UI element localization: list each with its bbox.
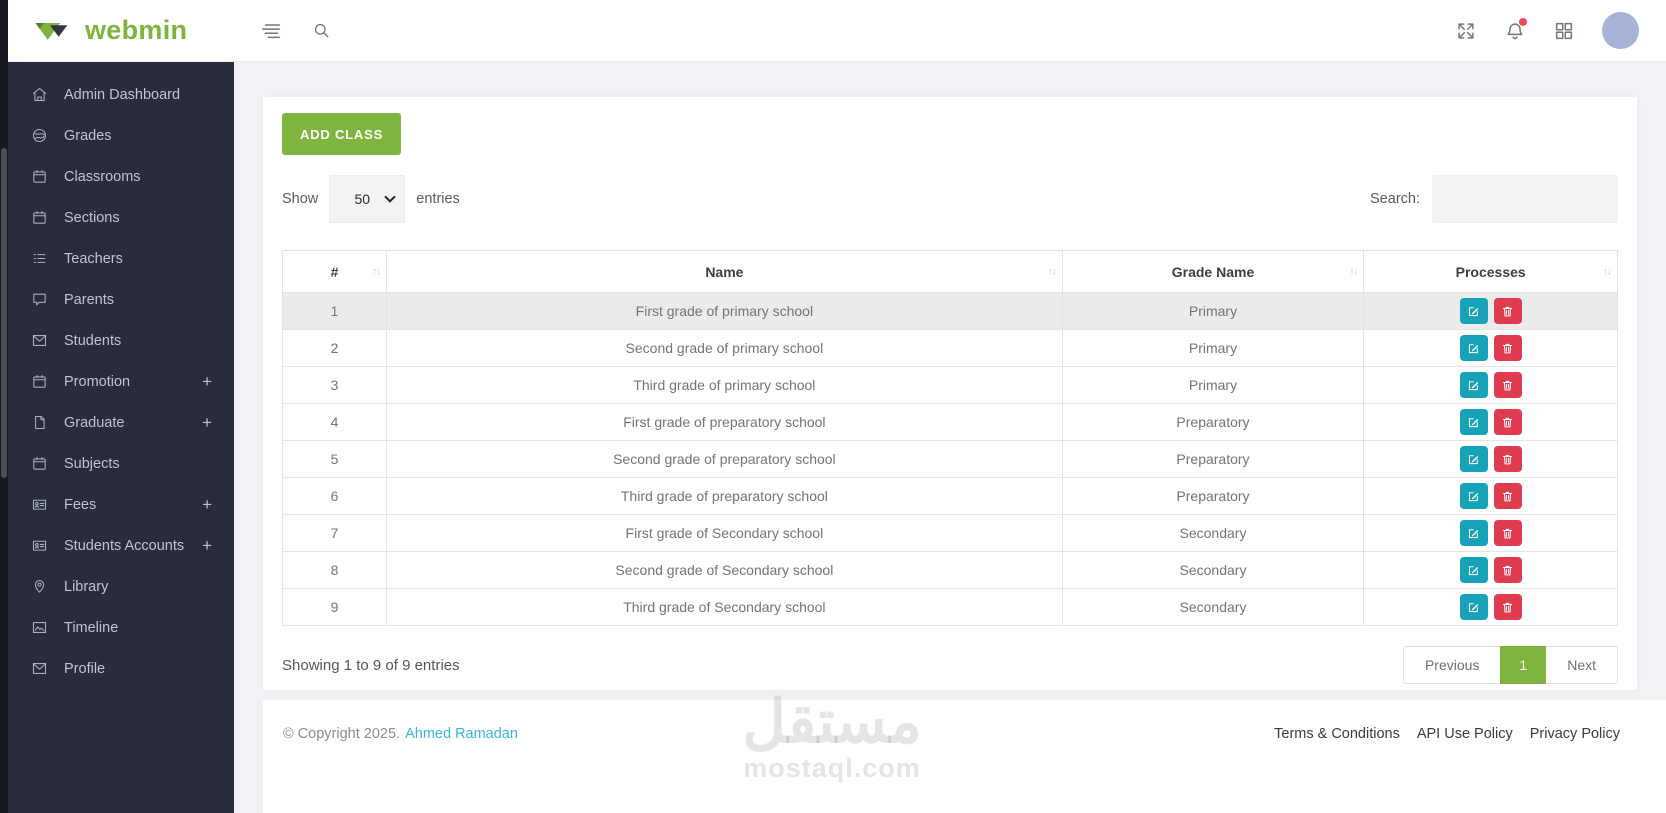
sidebar-item-label: Fees: [64, 496, 97, 513]
calendar-icon: [31, 373, 48, 390]
mail-icon: [31, 332, 48, 349]
calendar-icon: [31, 455, 48, 472]
edit-button[interactable]: [1460, 446, 1488, 472]
row-number: 9: [283, 589, 387, 626]
classes-card: [263, 97, 1637, 690]
expand-plus-icon[interactable]: +: [202, 371, 212, 391]
sort-icon: ↑↓: [1349, 266, 1358, 277]
row-number: 8: [283, 552, 387, 589]
idcard-icon: [31, 496, 48, 513]
webmin-logo-icon: [34, 16, 76, 46]
table-row: [283, 589, 1618, 626]
sidebar-item-subjects[interactable]: [8, 443, 234, 484]
class-name: Second grade of Secondary school: [387, 552, 1063, 589]
delete-button[interactable]: [1494, 594, 1522, 620]
sidebar-item-label: Promotion: [64, 373, 131, 390]
pin-icon: [31, 578, 48, 595]
sort-icon: ↑↓: [1603, 266, 1611, 277]
expand-plus-icon[interactable]: +: [202, 494, 212, 514]
sidebar-item-label: Subjects: [64, 455, 120, 472]
edit-button[interactable]: [1460, 520, 1488, 546]
classes-table: [282, 250, 1618, 626]
add-class-button[interactable]: ADD CLASS: [282, 113, 401, 155]
grade-name: Secondary: [1062, 589, 1364, 626]
sidebar-item-label: Parents: [64, 291, 114, 308]
row-number: 3: [283, 367, 387, 404]
grade-name: Primary: [1062, 367, 1364, 404]
content-area: [234, 62, 1666, 813]
sidebar-item-label: Profile: [64, 660, 106, 677]
delete-button[interactable]: [1494, 557, 1522, 583]
image-icon: [31, 619, 48, 636]
sidebar-item-parents[interactable]: [8, 279, 234, 320]
sidebar-item-sections[interactable]: [8, 197, 234, 238]
table-footer: [282, 646, 1618, 684]
edit-button[interactable]: [1460, 409, 1488, 435]
table-row: [283, 552, 1618, 589]
edit-button[interactable]: [1460, 594, 1488, 620]
table-row: [283, 367, 1618, 404]
calendar-icon: [31, 209, 48, 226]
brand-name: webmin: [85, 15, 188, 45]
row-number: 2: [283, 330, 387, 367]
topbar-actions: [1455, 12, 1666, 49]
grade-name: Primary: [1062, 293, 1364, 330]
class-name: Third grade of preparatory school: [387, 478, 1063, 515]
footer-link-privacy[interactable]: Privacy Policy: [1529, 726, 1620, 742]
class-name: First grade of primary school: [387, 293, 1063, 330]
left-scrollbar-track[interactable]: [0, 0, 8, 813]
show-label: Show: [282, 191, 319, 207]
entries-info: Showing 1 to 9 of 9 entries: [282, 656, 460, 674]
sidebar-item-promotion[interactable]: [8, 361, 234, 402]
sidebar-item-grades[interactable]: [8, 115, 234, 156]
fullscreen-icon[interactable]: [1455, 20, 1477, 42]
sidebar-item-classrooms[interactable]: [8, 156, 234, 197]
search-label: Search:: [1370, 191, 1420, 207]
list-icon: [31, 250, 48, 267]
top-bar: [8, 0, 1666, 62]
edit-button[interactable]: [1460, 483, 1488, 509]
sidebar-item-label: Timeline: [64, 619, 119, 636]
sidebar: [8, 62, 234, 813]
sidebar-item-teachers[interactable]: [8, 238, 234, 279]
table-row: [283, 515, 1618, 552]
sidebar-item-label: Admin Dashboard: [64, 86, 181, 103]
row-actions: [1364, 367, 1618, 404]
sidebar-item-graduate[interactable]: [8, 402, 234, 443]
footer-link-api[interactable]: API Use Policy: [1416, 726, 1513, 742]
sidebar-item-students[interactable]: [8, 320, 234, 361]
header-processes[interactable]: Processes ↑↓: [1364, 251, 1618, 293]
file-icon: [31, 414, 48, 431]
delete-button[interactable]: [1494, 409, 1522, 435]
class-name: First grade of preparatory school: [387, 404, 1063, 441]
notification-badge-dot: [1519, 18, 1527, 26]
apps-grid-icon[interactable]: [1553, 20, 1575, 42]
next-page-button[interactable]: Next: [1546, 646, 1618, 684]
row-actions: [1364, 330, 1618, 367]
avatar[interactable]: [1602, 12, 1639, 49]
grade-name: Preparatory: [1062, 478, 1364, 515]
row-actions: [1364, 552, 1618, 589]
sort-icon: ↑↓: [372, 266, 381, 277]
sidebar-item-label: Library: [64, 578, 109, 595]
home-icon: [31, 86, 48, 103]
footer-links: [1274, 726, 1620, 742]
sidebar-item-library[interactable]: [8, 566, 234, 607]
mail-icon: [31, 660, 48, 677]
grade-name: Preparatory: [1062, 404, 1364, 441]
sidebar-item-fees[interactable]: [8, 484, 234, 525]
copyright-text: © Copyright 2025.: [283, 726, 401, 742]
row-number: 1: [283, 293, 387, 330]
row-actions: [1364, 478, 1618, 515]
delete-button[interactable]: [1494, 446, 1522, 472]
page-footer: [263, 700, 1666, 813]
sidebar-item-label: Grades: [64, 127, 112, 144]
sidebar-item-students-accounts[interactable]: [8, 525, 234, 566]
row-actions: [1364, 589, 1618, 626]
table-header-row: [283, 251, 1618, 293]
edit-button[interactable]: [1460, 335, 1488, 361]
header-grade-name[interactable]: Grade Name ↑↓: [1062, 251, 1364, 293]
header-number[interactable]: # ↑↓: [283, 251, 387, 293]
left-scrollbar-thumb[interactable]: [1, 148, 7, 478]
sidebar-item-label: Teachers: [64, 250, 123, 267]
table-row: [283, 330, 1618, 367]
brand-logo[interactable]: [8, 15, 234, 46]
class-name: Third grade of primary school: [387, 367, 1063, 404]
idcard-icon: [31, 537, 48, 554]
class-name: Second grade of preparatory school: [387, 441, 1063, 478]
sidebar-item-profile[interactable]: [8, 648, 234, 689]
globe-icon: [31, 127, 48, 144]
notifications-bell-icon[interactable]: [1504, 20, 1526, 42]
edit-button[interactable]: [1460, 557, 1488, 583]
row-actions: [1364, 515, 1618, 552]
chat-icon: [31, 291, 48, 308]
expand-plus-icon[interactable]: +: [202, 535, 212, 555]
row-number: 7: [283, 515, 387, 552]
search-icon[interactable]: [312, 21, 331, 40]
class-name: Second grade of primary school: [387, 330, 1063, 367]
delete-button[interactable]: [1494, 335, 1522, 361]
previous-page-button[interactable]: Previous: [1403, 646, 1500, 684]
entries-label: entries: [416, 191, 460, 207]
footer-link-terms[interactable]: Terms & Conditions: [1274, 726, 1400, 742]
sidebar-item-label: Sections: [64, 209, 120, 226]
class-name: First grade of Secondary school: [387, 515, 1063, 552]
row-number: 6: [283, 478, 387, 515]
grade-name: Preparatory: [1062, 441, 1364, 478]
sidebar-item-label: Graduate: [64, 414, 125, 431]
table-row: [283, 293, 1618, 330]
current-page-button[interactable]: 1: [1500, 646, 1546, 684]
row-actions: [1364, 441, 1618, 478]
row-actions: [1364, 293, 1618, 330]
page-size-control: [282, 175, 460, 223]
search-input[interactable]: [1432, 175, 1618, 223]
search-control: [1370, 175, 1618, 223]
sidebar-item-admin-dashboard[interactable]: [8, 74, 234, 115]
sidebar-item-label: Students: [64, 332, 122, 349]
page-size-select[interactable]: [329, 175, 405, 223]
class-name: Third grade of Secondary school: [387, 589, 1063, 626]
table-row: [283, 404, 1618, 441]
delete-button[interactable]: [1494, 372, 1522, 398]
grade-name: Secondary: [1062, 515, 1364, 552]
sort-icon: ↑↓: [1047, 266, 1056, 277]
row-number: 5: [283, 441, 387, 478]
edit-button[interactable]: [1460, 298, 1488, 324]
sidebar-item-label: Classrooms: [64, 168, 141, 185]
sidebar-item-label: Students Accounts: [64, 537, 185, 554]
table-controls: [282, 175, 1618, 223]
pagination: [1403, 646, 1618, 684]
expand-plus-icon[interactable]: +: [202, 412, 212, 432]
sidebar-item-timeline[interactable]: [8, 607, 234, 648]
delete-button[interactable]: [1494, 298, 1522, 324]
author-link[interactable]: Ahmed Ramadan: [405, 726, 518, 742]
delete-button[interactable]: [1494, 520, 1522, 546]
calendar-icon: [31, 168, 48, 185]
menu-toggle-icon[interactable]: [260, 20, 282, 42]
grade-name: Primary: [1062, 330, 1364, 367]
grade-name: Secondary: [1062, 552, 1364, 589]
row-actions: [1364, 404, 1618, 441]
edit-button[interactable]: [1460, 372, 1488, 398]
delete-button[interactable]: [1494, 483, 1522, 509]
header-name[interactable]: Name ↑↓: [387, 251, 1063, 293]
table-row: [283, 441, 1618, 478]
table-row: [283, 478, 1618, 515]
row-number: 4: [283, 404, 387, 441]
